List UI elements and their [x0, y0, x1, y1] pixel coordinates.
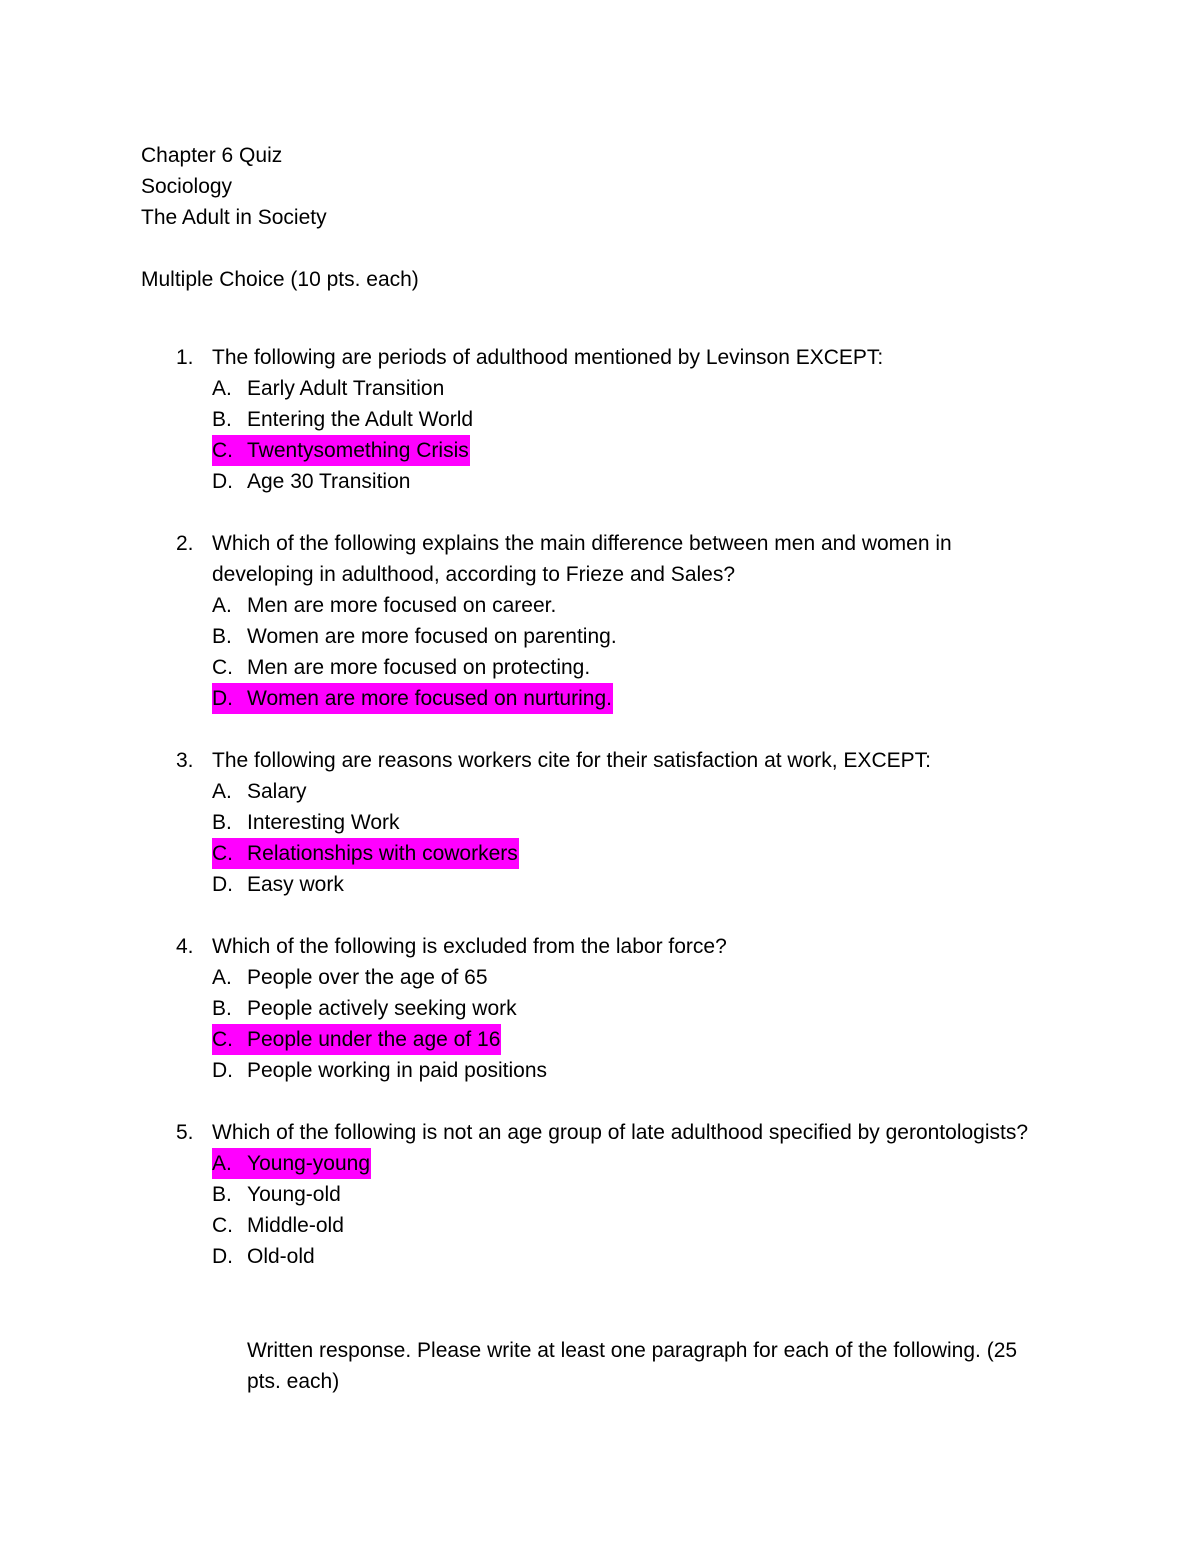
question-number: 4.: [176, 935, 194, 958]
option-letter: B.: [212, 997, 232, 1020]
answer-option: [212, 807, 400, 838]
option-letter: C.: [212, 1028, 233, 1051]
section-heading: Multiple Choice (10 pts. each): [141, 268, 419, 291]
answer-option: [212, 962, 488, 993]
question-text: The following are periods of adulthood mentioned by Levinson EXCEPT:: [212, 346, 884, 369]
answer-option: [212, 1055, 547, 1086]
question-text: Which of the following is not an age group of late adulthood specified by gerontologists?: [212, 1121, 1029, 1144]
option-text: Salary: [247, 780, 307, 803]
answer-option: [212, 621, 617, 652]
written-response-line-2: pts. each): [247, 1370, 340, 1393]
answer-option: [212, 590, 556, 621]
answer-option-highlighted: [212, 1148, 371, 1179]
question-number: 2.: [176, 532, 194, 555]
option-letter: B.: [212, 625, 232, 648]
answer-option-highlighted: [212, 838, 519, 869]
answer-option: [212, 1241, 315, 1272]
option-text: Relationships with coworkers: [247, 842, 518, 865]
option-text: Twentysomething Crisis: [247, 439, 469, 462]
option-text: Women are more focused on nurturing.: [247, 687, 612, 710]
question-number: 5.: [176, 1121, 194, 1144]
option-letter: D.: [212, 1059, 233, 1082]
answer-option: [212, 869, 344, 900]
option-text: Easy work: [247, 873, 344, 896]
answer-option: [212, 373, 444, 404]
answer-option: [212, 1179, 341, 1210]
answer-option: [212, 466, 410, 497]
quiz-topic: The Adult in Society: [141, 206, 327, 229]
option-text: People working in paid positions: [247, 1059, 548, 1082]
option-letter: A.: [212, 377, 232, 400]
option-text: Old-old: [247, 1245, 315, 1268]
option-text: Middle-old: [247, 1214, 344, 1237]
option-letter: C.: [212, 439, 233, 462]
option-text: People over the age of 65: [247, 966, 488, 989]
option-text: People under the age of 16: [247, 1028, 501, 1051]
option-text: Entering the Adult World: [247, 408, 474, 431]
option-letter: C.: [212, 1214, 233, 1237]
option-letter: A.: [212, 594, 232, 617]
option-letter: B.: [212, 408, 232, 431]
question-number: 1.: [176, 346, 194, 369]
option-letter: D.: [212, 470, 233, 493]
option-letter: C.: [212, 656, 233, 679]
option-letter: D.: [212, 687, 233, 710]
option-text: Early Adult Transition: [247, 377, 445, 400]
option-letter: A.: [212, 966, 232, 989]
written-response-line-1: Written response. Please write at least one paragraph for each of the following. (25: [247, 1339, 1018, 1362]
answer-option-highlighted: [212, 435, 470, 466]
option-text: Interesting Work: [247, 811, 400, 834]
option-letter: D.: [212, 1245, 233, 1268]
question-text: The following are reasons workers cite for their satisfaction at work, EXCEPT:: [212, 749, 931, 772]
question-number: 3.: [176, 749, 194, 772]
question-text: developing in adulthood, according to Frieze and Sales?: [212, 563, 736, 586]
option-letter: B.: [212, 1183, 232, 1206]
answer-option: [212, 652, 590, 683]
option-letter: A.: [212, 780, 232, 803]
answer-option: [212, 993, 517, 1024]
answer-option-highlighted: [212, 683, 613, 714]
quiz-title: Chapter 6 Quiz: [141, 144, 283, 167]
option-text: Young-old: [247, 1183, 341, 1206]
answer-option-highlighted: [212, 1024, 501, 1055]
answer-option: [212, 404, 473, 435]
answer-option: [212, 1210, 344, 1241]
option-letter: C.: [212, 842, 233, 865]
answer-option: [212, 776, 307, 807]
option-text: People actively seeking work: [247, 997, 517, 1020]
option-letter: B.: [212, 811, 232, 834]
option-text: Age 30 Transition: [247, 470, 411, 493]
quiz-subject: Sociology: [141, 175, 233, 198]
question-text: Which of the following is excluded from the labor force?: [212, 935, 727, 958]
option-text: Young-young: [247, 1152, 371, 1175]
option-text: Women are more focused on parenting.: [247, 625, 617, 648]
option-letter: D.: [212, 873, 233, 896]
option-text: Men are more focused on protecting.: [247, 656, 591, 679]
question-text: Which of the following explains the main difference between men and women in: [212, 532, 952, 555]
option-letter: A.: [212, 1152, 232, 1175]
option-text: Men are more focused on career.: [247, 594, 557, 617]
